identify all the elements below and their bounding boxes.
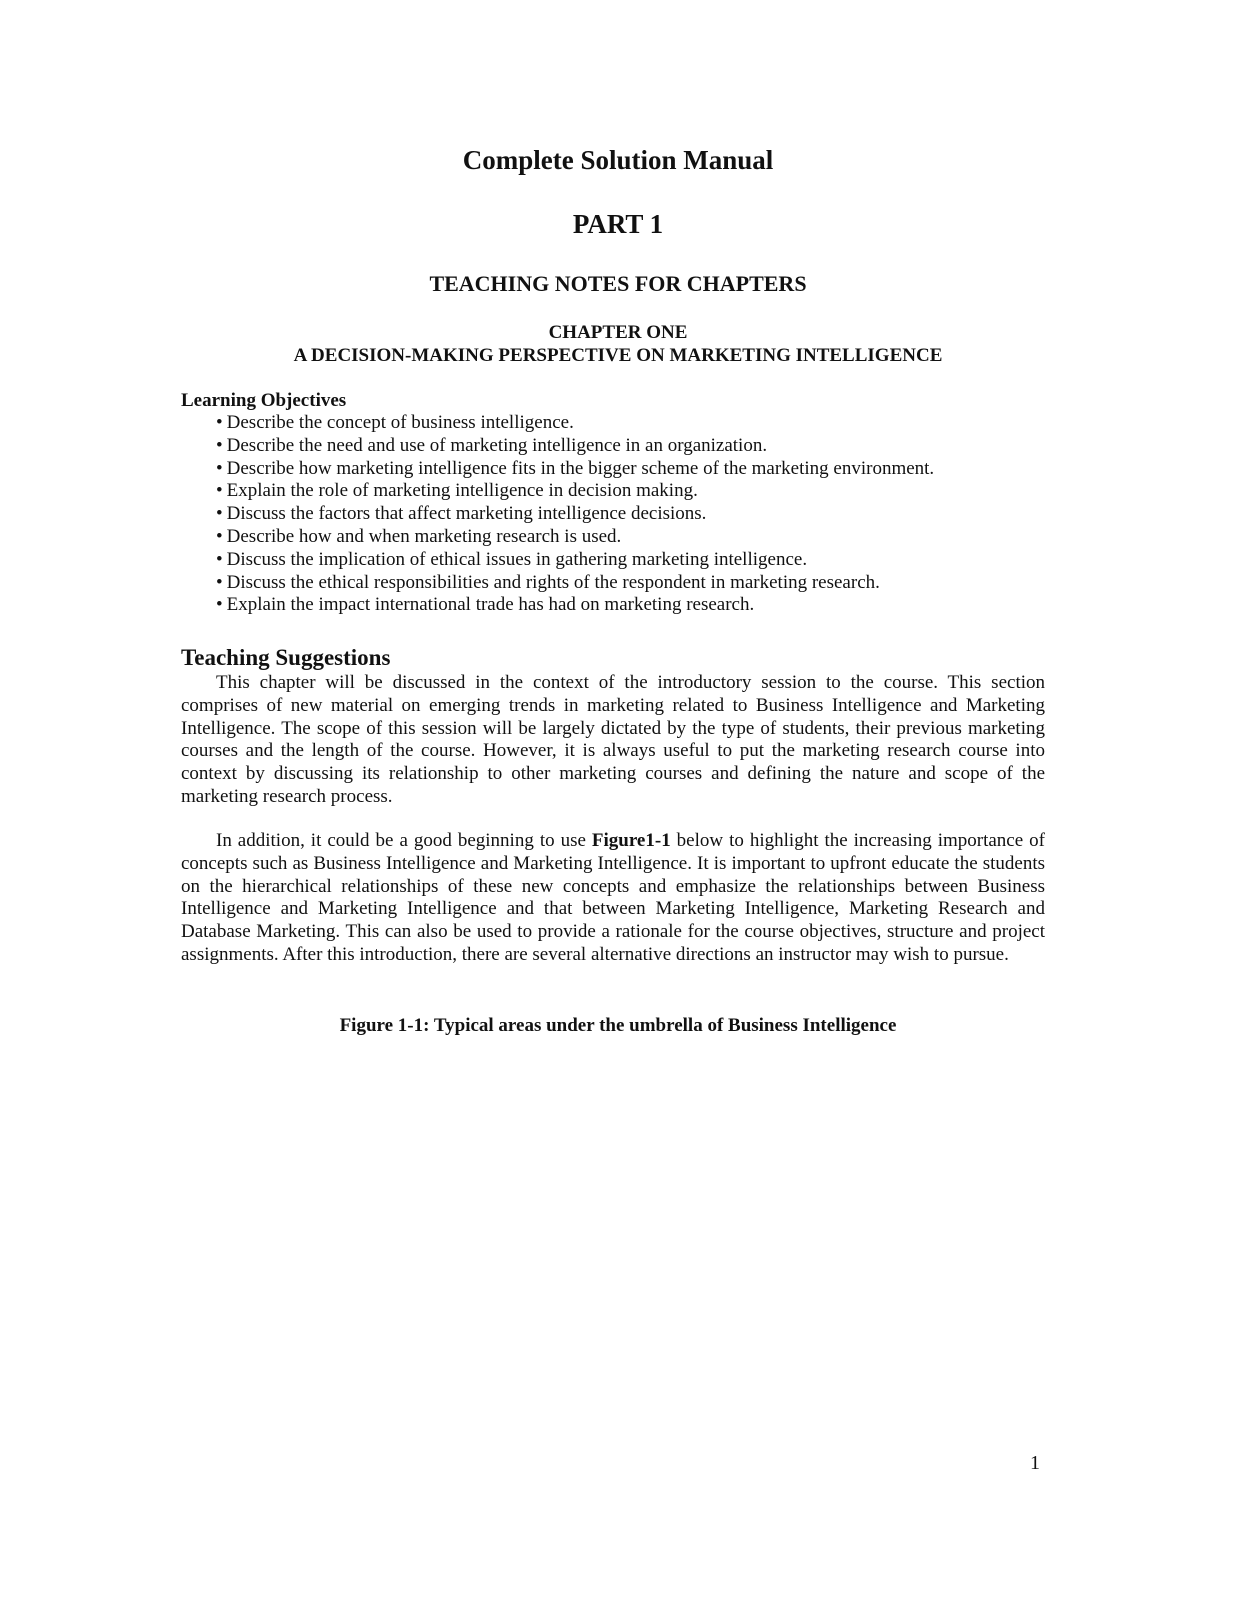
figure-caption: Figure 1-1: Typical areas under the umbrella of Business Intelligence <box>339 1015 897 1036</box>
paragraph-text: In addition, it could be a good beginning to use <box>216 830 592 851</box>
list-item: • Describe the concept of business intelligence. <box>216 412 934 435</box>
document-title: Complete Solution Manual <box>462 145 774 175</box>
teaching-suggestions-paragraph-2 <box>181 830 1045 967</box>
list-item: • Discuss the ethical responsibilities and rights of the respondent in marketing research. <box>216 572 934 595</box>
page-number: 1 <box>1030 1452 1040 1474</box>
chapter-title: A DECISION-MAKING PERSPECTIVE ON MARKETING INTELLIGENCE <box>293 345 943 366</box>
learning-objectives-list <box>216 412 934 617</box>
figure-reference: Figure1-1 <box>591 830 671 851</box>
list-item: • Describe how and when marketing research is used. <box>216 526 934 549</box>
section-heading: TEACHING NOTES FOR CHAPTERS <box>429 271 807 296</box>
list-item: • Describe how marketing intelligence fits in the bigger scheme of the marketing environment. <box>216 458 934 481</box>
part-heading: PART 1 <box>572 209 664 239</box>
list-item: • Describe the need and use of marketing intelligence in an organization. <box>216 435 934 458</box>
list-item: • Discuss the implication of ethical issues in gathering marketing intelligence. <box>216 549 934 572</box>
teaching-suggestions-paragraph-1: This chapter will be discussed in the context of the introductory session to the course. This section comprises of new material on emerging trends in marketing related to Business Intelligence and Marketing Intelligence. The scope of this session will be largely dictated by the type of students, their previous marketing courses and the length of the course. However, it is always useful to put the marketing research course into context by discussing its relationship to other marketing courses and defining the nature and scope of the marketing research process. <box>181 672 1045 807</box>
teaching-suggestions-heading: Teaching Suggestions <box>181 645 391 670</box>
paragraph-text: below to highlight the increasing importance of concepts such as Business Intelligence and Marketing Intelligence. It is important to upfront educate the students on the hierarchical relationships of these new concepts and emphasize the relationships between Business Intelligence and Marketing Intelligence and that between Marketing Intelligence, Marketing Research and Database Marketing. This can also be used to provide a rationale for the course objectives, structure and project assignments. After this introduction, there are several alternative directions an instructor may wish to pursue. <box>181 830 1045 965</box>
list-item: • Explain the impact international trade has had on marketing research. <box>216 594 934 617</box>
list-item: • Discuss the factors that affect marketing intelligence decisions. <box>216 503 934 526</box>
learning-objectives-heading: Learning Objectives <box>181 390 347 411</box>
list-item: • Explain the role of marketing intelligence in decision making. <box>216 480 934 503</box>
chapter-label: CHAPTER ONE <box>548 322 688 343</box>
